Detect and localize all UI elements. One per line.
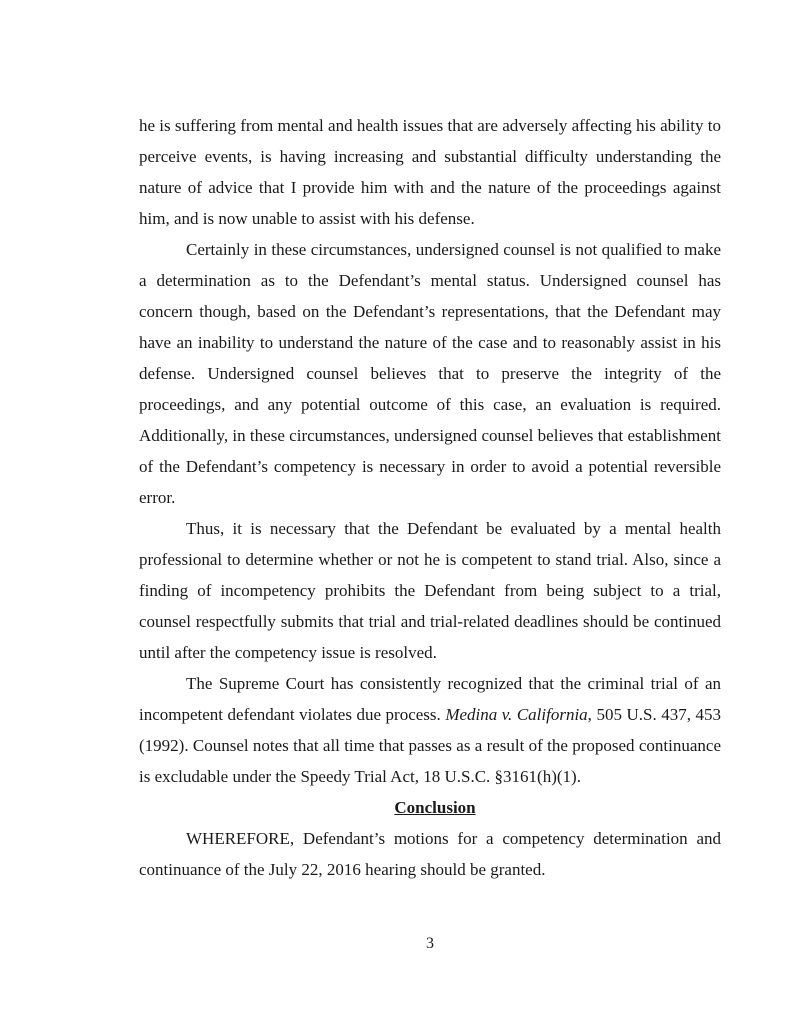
paragraph-text-before-citation: The Supreme Court has consistently recognized that the criminal trial of an incompetent defendant violates due process. [139, 674, 721, 724]
conclusion-heading: Conclusion [394, 798, 476, 817]
document-body [139, 110, 721, 885]
paragraph-evaluation-request: Thus, it is necessary that the Defendant be evaluated by a mental health professional to determine whether or not he is competent to stand trial. Also, since a finding of incompetency prohibits the Defendant from being subject to a trial, counsel respectfully submits that trial and trial-related deadlines should be continued until after the competency issue is resolved. [139, 519, 721, 662]
paragraph-conclusion: WHEREFORE, Defendant’s motions for a competency determination and continuance of the July 22, 2016 hearing should be granted. [139, 829, 721, 879]
paragraph-continuation: he is suffering from mental and health issues that are adversely affecting his ability to perceive events, is having increasing and substantial difficulty understanding the nature of advice that I provide him with and the nature of the proceedings against him, and is now unable to assist with his defense. [139, 116, 721, 228]
paragraph-supreme-court [139, 668, 721, 792]
case-citation: Medina v. California [445, 705, 588, 724]
paragraph-counsel-qualification: Certainly in these circumstances, undersigned counsel is not qualified to make a determination as to the Defendant’s mental status. Undersigned counsel has concern though, based on the Defendant’s representations, that the Defendant may have an inability to understand the nature of the case and to reasonably assist in his defense. Undersigned counsel believes that to preserve the integrity of the proceedings, and any potential outcome of this case, an evaluation is required. Additionally, in these circumstances, undersigned counsel believes that establishment of the Defendant’s competency is necessary in order to avoid a potential reversible error. [139, 240, 721, 507]
page-number: 3 [426, 935, 434, 952]
paragraph-text-after-citation: , 505 U.S. 437, 453 (1992). Counsel notes that all time that passes as a result of the proposed continuance is excludable under the Speedy Trial Act, 18 U.S.C. §3161(h)(1). [139, 705, 721, 786]
